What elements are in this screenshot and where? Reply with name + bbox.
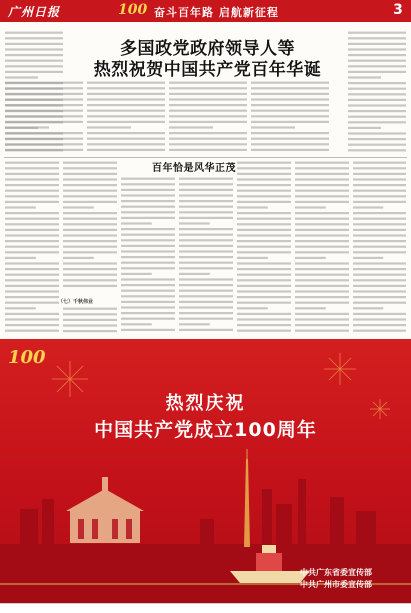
page-number: 3: [393, 2, 403, 18]
centenary-badge: 100: [118, 2, 148, 18]
body-column: [236, 160, 292, 336]
body-column: [120, 176, 176, 336]
divider: [4, 157, 407, 158]
headline-line-1: 多国政党政府领导人等: [120, 39, 295, 59]
subheadline: 百年恰是风华正茂: [152, 163, 236, 174]
anniversary-banner: [0, 339, 411, 603]
page-footer: [0, 603, 411, 613]
body-column: [352, 160, 407, 336]
body-column: [250, 80, 330, 156]
body-column: [168, 80, 248, 156]
centenary-logo: 100: [8, 347, 46, 368]
body-column: [4, 80, 84, 156]
masthead: [0, 0, 411, 22]
poem-title: （七）千秋伟业: [58, 299, 94, 305]
banner-title-line-1: 热烈庆祝: [165, 393, 246, 414]
headline-line-2: 热烈祝贺中国共产党百年华诞: [93, 60, 322, 80]
body-column: [294, 160, 350, 336]
section-slogan: 奋斗百年路 启航新征程: [154, 6, 279, 19]
body-column: [4, 160, 60, 336]
newspaper-logo: 广州日报: [8, 5, 61, 19]
body-column: [178, 176, 234, 336]
sponsor-line-2: 中共广州市委宣传部: [300, 580, 372, 589]
sponsor-line-1: 中共广东省委宣传部: [300, 568, 372, 577]
body-column: [62, 160, 118, 294]
banner-title-line-2: 中国共产党成立100周年: [94, 419, 317, 441]
body-column: [62, 306, 118, 336]
body-column: [347, 30, 407, 156]
body-column: [86, 80, 166, 156]
